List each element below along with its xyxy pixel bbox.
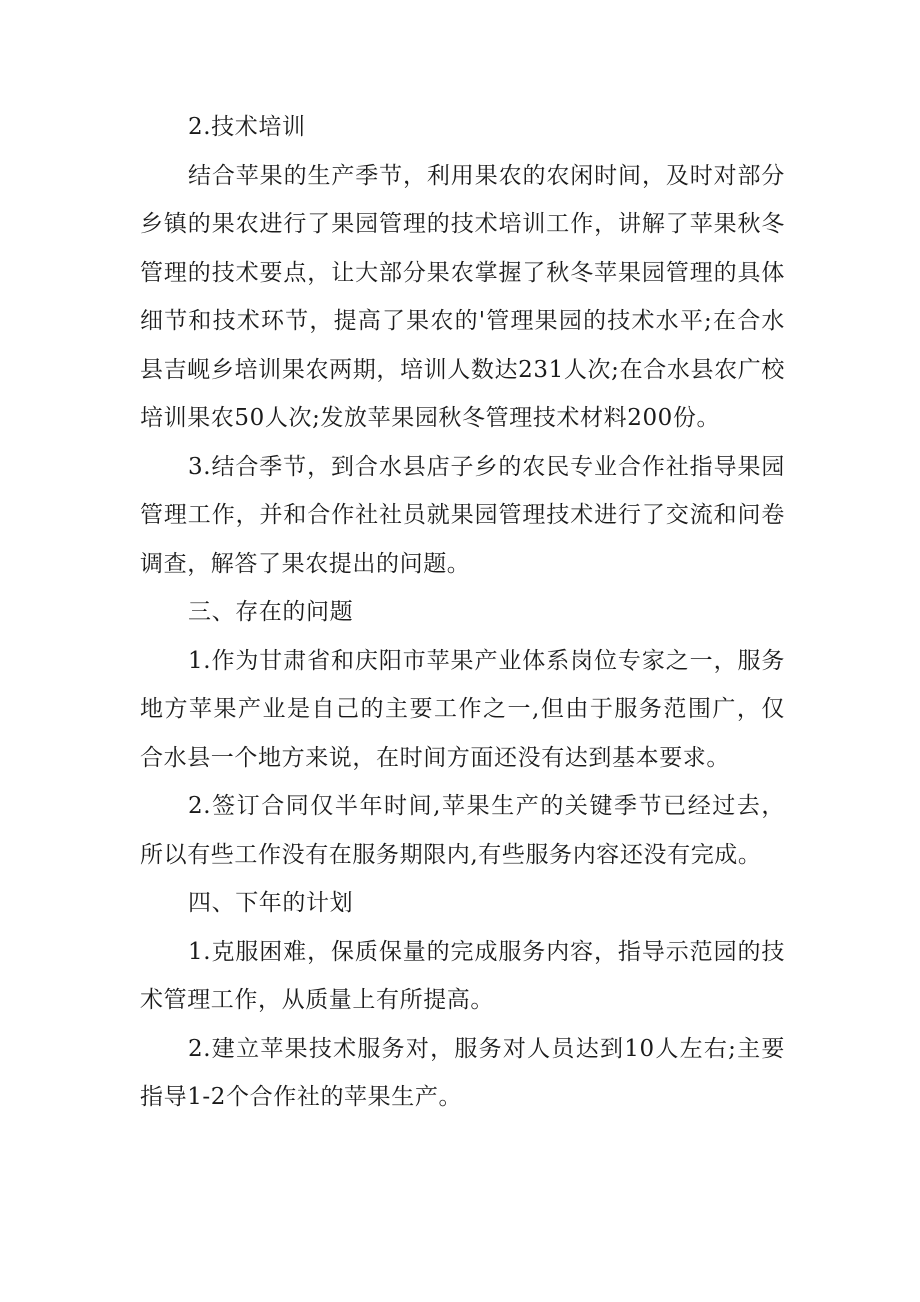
paragraph-problem-1: 1.作为甘肃省和庆阳市苹果产业体系岗位专家之一，服务地方苹果产业是自己的主要工作之一,但由于服务范围广，仅合水县一个地方来说，在时间方面还没有达到基本要求。 xyxy=(140,647,785,771)
section-heading-next-year-plan: 四、下年的计划 xyxy=(188,890,354,916)
section-heading-existing-problems: 三、存在的问题 xyxy=(188,599,354,625)
paragraph-training-details: 结合苹果的生产季节，利用果农的农闲时间，及时对部分乡镇的果农进行了果园管理的技术培训工作，讲解了苹果秋冬管理的技术要点，让大部分果农掌握了秋冬苹果园管理的具体细节和技术环节，提高了果农的'管理果园的技术水平;在合水县吉岘乡培训果农两期，培训人数达231人次;在合水县农广校培训果农50人次;发放苹果园秋冬管理技术材料200份。 xyxy=(140,162,785,431)
paragraph-plan-2: 2.建立苹果技术服务对，服务对人员达到10人左右;主要指导1-2个合作社的苹果生产。 xyxy=(140,1035,785,1110)
paragraph-plan-1: 1.克服困难，保质保量的完成服务内容，指导示范园的技术管理工作，从质量上有所提高。 xyxy=(140,938,785,1013)
document-body xyxy=(140,103,785,1122)
paragraph-problem-2: 2.签订合同仅半年时间,苹果生产的关键季节已经过去，所以有些工作没有在服务期限内,有些服务内容还没有完成。 xyxy=(140,793,785,868)
subheading-technical-training: 2.技术培训 xyxy=(188,114,306,140)
paragraph-cooperative-guidance: 3.结合季节，到合水县店子乡的农民专业合作社指导果园管理工作，并和合作社社员就果园管理技术进行了交流和问卷调查，解答了果农提出的问题。 xyxy=(140,453,785,577)
